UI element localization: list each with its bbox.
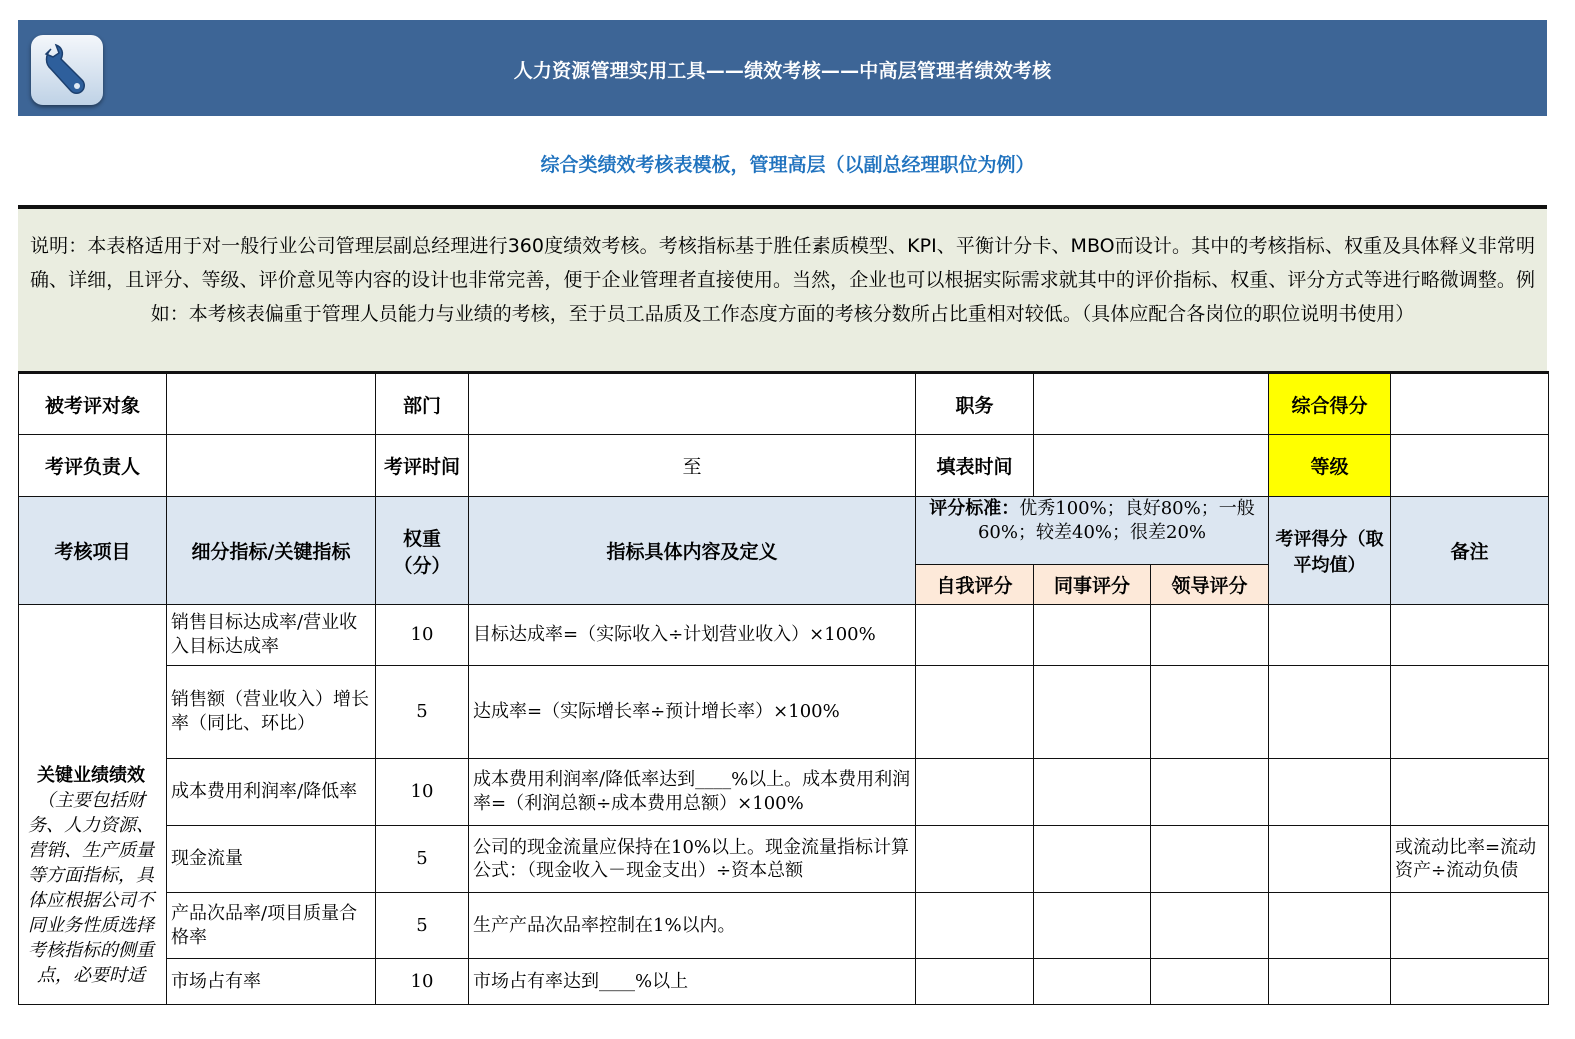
- position-label: 职务: [916, 373, 1034, 435]
- weight-cell: 5: [376, 826, 469, 893]
- weight-cell: 10: [376, 759, 469, 826]
- peer-score-cell[interactable]: [1034, 605, 1151, 666]
- remark-cell[interactable]: [1391, 893, 1549, 959]
- weight-cell: 10: [376, 959, 469, 1005]
- avg-score-cell[interactable]: [1269, 759, 1391, 826]
- col-self-header: 自我评分: [916, 565, 1034, 605]
- subject-label: 被考评对象: [19, 373, 167, 435]
- table-row: [19, 826, 1549, 893]
- table-row: [19, 759, 1549, 826]
- self-score-cell[interactable]: [916, 959, 1034, 1005]
- avg-score-cell[interactable]: [1269, 826, 1391, 893]
- self-score-cell[interactable]: [916, 666, 1034, 759]
- leader-score-cell[interactable]: [1151, 666, 1269, 759]
- fill-date-value[interactable]: [1034, 435, 1269, 497]
- col-remark-header: 备注: [1391, 497, 1549, 605]
- leader-score-cell[interactable]: [1151, 893, 1269, 959]
- remark-cell[interactable]: [1391, 759, 1549, 826]
- peer-score-cell[interactable]: [1034, 666, 1151, 759]
- col-indicator-header: 细分指标/关键指标: [167, 497, 376, 605]
- leader-score-cell[interactable]: [1151, 759, 1269, 826]
- table-row: [19, 959, 1549, 1005]
- col-leader-header: 领导评分: [1151, 565, 1269, 605]
- period-value[interactable]: 至: [469, 435, 916, 497]
- subject-value[interactable]: [167, 373, 376, 435]
- category-cell: [19, 605, 167, 1005]
- remark-cell[interactable]: 或流动比率=流动资产÷流动负债: [1391, 826, 1549, 893]
- peer-score-cell[interactable]: [1034, 893, 1151, 959]
- position-value[interactable]: [1034, 373, 1269, 435]
- definition-cell: 公司的现金流量应保持在10%以上。现金流量指标计算公式：（现金收入－现金支出）÷资本总额: [469, 826, 916, 893]
- grade-value[interactable]: [1391, 435, 1549, 497]
- instructions-note: 说明：本表格适用于对一般行业公司管理层副总经理进行360度绩效考核。考核指标基于胜任素质模型、KPI、平衡计分卡、MBO而设计。其中的考核指标、权重及具体释义非常明确、详细，且评分、等级、评价意见等内容的设计也非常完善，便于企业管理者直接使用。当然，企业也可以根据实际需求就其中的评价指标、权重、评分方式等进行略微调整。例如：本考核表偏重于管理人员能力与业绩的考核，至于员工品质及工作态度方面的考核分数所占比重相对较低。（具体应配合各岗位的职位说明书使用）: [18, 205, 1547, 371]
- department-label: 部门: [376, 373, 469, 435]
- remark-cell[interactable]: [1391, 605, 1549, 666]
- leader-score-cell[interactable]: [1151, 826, 1269, 893]
- peer-score-cell[interactable]: [1034, 959, 1151, 1005]
- col-peer-header: 同事评分: [1034, 565, 1151, 605]
- col-weight-header: 权重（分）: [376, 497, 469, 605]
- definition-cell: 市场占有率达到____%以上: [469, 959, 916, 1005]
- col-definition-header: 指标具体内容及定义: [469, 497, 916, 605]
- weight-cell: 5: [376, 666, 469, 759]
- category-description: （主要包括财务、人力资源、营销、生产质量等方面指标，具体应根据公司不同业务性质选择考核指标的侧重点，必要时适: [28, 790, 154, 986]
- total-score-value[interactable]: [1391, 373, 1549, 435]
- period-label: 考评时间: [376, 435, 469, 497]
- grade-label: 等级: [1269, 435, 1391, 497]
- indicator-cell: 市场占有率: [167, 959, 376, 1005]
- peer-score-cell[interactable]: [1034, 826, 1151, 893]
- avg-score-cell[interactable]: [1269, 605, 1391, 666]
- table-row: [19, 605, 1549, 666]
- fill-date-label: 填表时间: [916, 435, 1034, 497]
- table-row: [19, 893, 1549, 959]
- form-subtitle: 综合类绩效考核表模板，管理高层（以副总经理职位为例）: [540, 154, 1035, 176]
- self-score-cell[interactable]: [916, 759, 1034, 826]
- col-item-header: 考核项目: [19, 497, 167, 605]
- indicator-cell: 产品次品率/项目质量合格率: [167, 893, 376, 959]
- col-avg-header: 考评得分（取平均值）: [1269, 497, 1391, 605]
- scoring-standard: [916, 497, 1269, 565]
- scoring-standard-label: 评分标准：: [929, 498, 1020, 519]
- indicator-cell: 销售目标达成率/营业收入目标达成率: [167, 605, 376, 666]
- category-title: 关键业绩绩效: [37, 765, 145, 786]
- owner-label: 考评负责人: [19, 435, 167, 497]
- remark-cell[interactable]: [1391, 959, 1549, 1005]
- total-score-label: 综合得分: [1269, 373, 1391, 435]
- definition-cell: 目标达成率=（实际收入÷计划营业收入）×100%: [469, 605, 916, 666]
- self-score-cell[interactable]: [916, 826, 1034, 893]
- weight-cell: 5: [376, 893, 469, 959]
- avg-score-cell[interactable]: [1269, 893, 1391, 959]
- header-banner: [18, 20, 1547, 116]
- leader-score-cell[interactable]: [1151, 959, 1269, 1005]
- leader-score-cell[interactable]: [1151, 605, 1269, 666]
- definition-cell: 生产产品次品率控制在1%以内。: [469, 893, 916, 959]
- indicator-cell: 成本费用利润率/降低率: [167, 759, 376, 826]
- table-row: [19, 666, 1549, 759]
- indicator-cell: 销售额（营业收入）增长率（同比、环比）: [167, 666, 376, 759]
- definition-cell: 达成率=（实际增长率÷预计增长率）×100%: [469, 666, 916, 759]
- self-score-cell[interactable]: [916, 605, 1034, 666]
- owner-value[interactable]: [167, 435, 376, 497]
- remark-cell[interactable]: [1391, 666, 1549, 759]
- avg-score-cell[interactable]: [1269, 959, 1391, 1005]
- peer-score-cell[interactable]: [1034, 759, 1151, 826]
- weight-cell: 10: [376, 605, 469, 666]
- definition-cell: 成本费用利润率/降低率达到____%以上。成本费用利润率=（利润总额÷成本费用总额）×100%: [469, 759, 916, 826]
- avg-score-cell[interactable]: [1269, 666, 1391, 759]
- scoring-standard-text: 优秀100%；良好80%；一般60%；较差40%；很差20%: [977, 498, 1255, 543]
- indicator-cell: 现金流量: [167, 826, 376, 893]
- evaluation-table: [18, 371, 1549, 1005]
- self-score-cell[interactable]: [916, 893, 1034, 959]
- department-value[interactable]: [469, 373, 916, 435]
- page-title: 人力资源管理实用工具——绩效考核——中高层管理者绩效考核: [513, 60, 1052, 82]
